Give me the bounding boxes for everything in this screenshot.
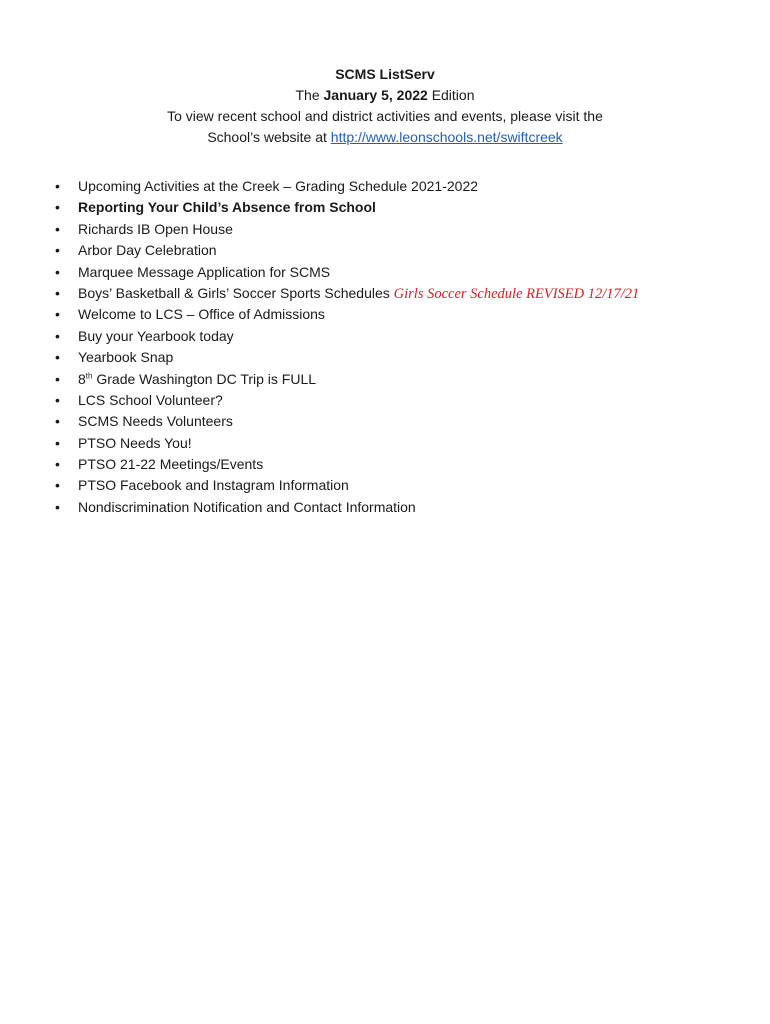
list-item: [52, 283, 752, 304]
ordinal-superscript: th: [85, 370, 93, 380]
list-item: [52, 390, 752, 411]
list-item: [52, 197, 752, 218]
bullet-icon: •: [55, 349, 60, 366]
list-item-text: Buy your Yearbook today: [78, 327, 234, 344]
list-item: [52, 240, 752, 261]
bullet-icon: •: [55, 306, 60, 323]
edition-date: January 5, 2022: [323, 87, 428, 103]
list-item-text: Welcome to LCS – Office of Admissions: [78, 306, 325, 323]
list-item: [52, 497, 752, 518]
bullet-icon: •: [55, 456, 60, 473]
list-item-text-post: Grade Washington DC Trip is FULL: [92, 370, 317, 387]
bullet-icon: •: [55, 498, 60, 515]
topics-list: [52, 176, 752, 518]
list-item-text: Boys’ Basketball & Girls’ Soccer Sports Schedules: [78, 284, 390, 301]
list-item-text: Arbor Day Celebration: [78, 242, 217, 259]
list-item-text: [78, 371, 316, 387]
newsletter-header: [0, 64, 770, 148]
bullet-icon: •: [55, 284, 60, 301]
bullet-icon: •: [55, 413, 60, 430]
list-item: [52, 304, 752, 325]
list-item: [52, 475, 752, 496]
list-item: [52, 347, 752, 368]
website-prefix: School’s website at: [207, 129, 327, 145]
bullet-icon: •: [55, 327, 60, 344]
bullet-icon: •: [55, 220, 60, 237]
list-item: [52, 433, 752, 454]
list-item: [52, 176, 752, 197]
list-item-text: Marquee Message Application for SCMS: [78, 263, 331, 280]
edition-suffix: Edition: [431, 87, 475, 103]
list-item-text: PTSO Needs You!: [78, 434, 192, 451]
bullet-icon: •: [55, 199, 60, 216]
newsletter-title: SCMS ListServ: [335, 66, 435, 82]
list-item: [52, 262, 752, 283]
visit-line: To view recent school and district activities and events, please visit the: [167, 108, 603, 124]
list-item: [52, 326, 752, 347]
list-item-text: SCMS Needs Volunteers: [78, 413, 233, 430]
list-item-text-pre: 8: [78, 370, 86, 387]
list-item: [52, 411, 752, 432]
edition-prefix: The: [295, 87, 320, 103]
bullet-icon: •: [55, 242, 60, 259]
list-item: [52, 454, 752, 475]
list-item-text: LCS School Volunteer?: [78, 391, 223, 408]
list-item-text: Richards IB Open House: [78, 220, 233, 237]
bullet-icon: •: [55, 434, 60, 451]
list-item-text: Nondiscrimination Notification and Contact Information: [78, 498, 416, 515]
list-item: [52, 219, 752, 240]
list-item-text: PTSO 21-22 Meetings/Events: [78, 456, 264, 473]
revision-note: Girls Soccer Schedule REVISED 12/17/21: [393, 285, 640, 302]
bullet-icon: •: [55, 178, 60, 194]
edition-line: [0, 85, 770, 106]
list-item-text: PTSO Facebook and Instagram Information: [78, 477, 349, 494]
list-item: [52, 369, 752, 390]
list-item-text: Yearbook Snap: [78, 349, 174, 366]
school-website-link[interactable]: http://www.leonschools.net/swiftcreek: [330, 129, 563, 145]
list-item-text: Reporting Your Child’s Absence from School: [78, 199, 376, 216]
bullet-icon: •: [55, 477, 60, 494]
bullet-icon: •: [55, 370, 60, 387]
bullet-icon: •: [55, 263, 60, 280]
website-line: [0, 127, 770, 148]
list-item-text: Upcoming Activities at the Creek – Grading Schedule 2021-2022: [78, 178, 479, 194]
bullet-icon: •: [55, 391, 60, 408]
